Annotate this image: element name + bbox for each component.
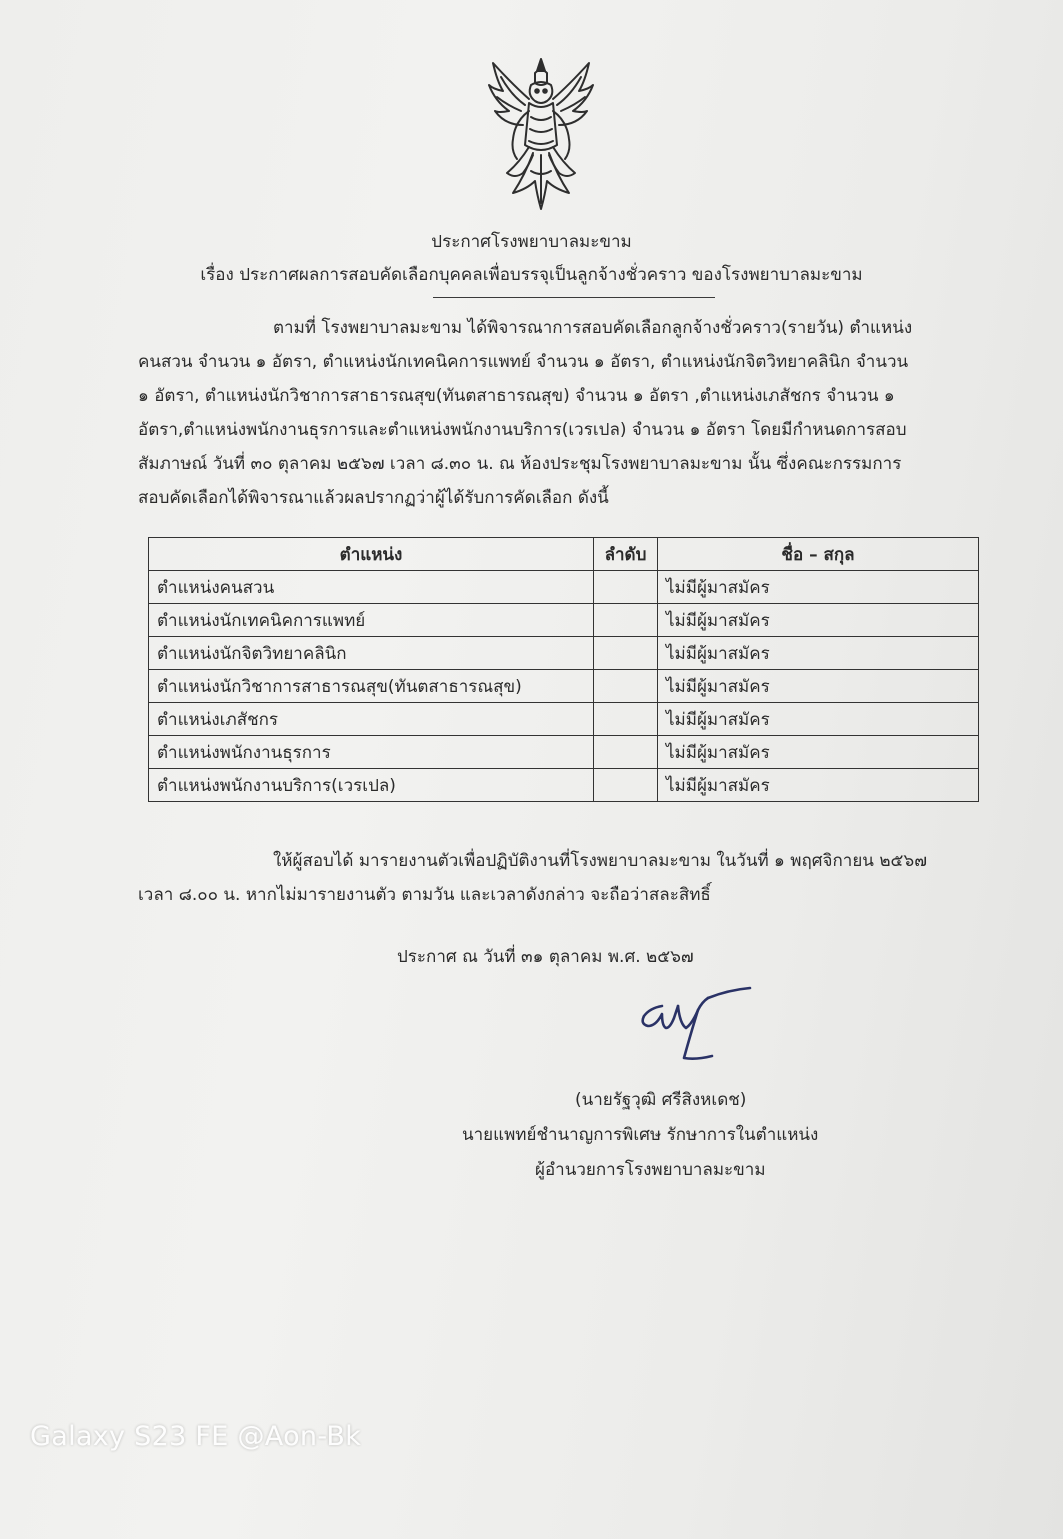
table-row <box>149 703 979 736</box>
header-position: ตำแหน่ง <box>149 538 594 571</box>
title-divider <box>433 297 715 298</box>
table-header-row <box>149 538 979 571</box>
header-name: ชื่อ – สกุล <box>658 538 979 571</box>
header-order: ลำดับ <box>594 538 658 571</box>
paragraph-line: ให้ผู้สอบได้ มารายงานตัวเพื่อปฏิบัติงานที่โรงพยาบาลมะขาม ในวันที่ ๑ พฤศจิกายน ๒๕๖๗ <box>273 851 927 871</box>
signer-name: (นายรัฐวุฒิ ศรีสิงหเดช) <box>575 1090 747 1110</box>
position-cell: ตำแหน่งนักวิชาการสาธารณสุข(ทันตสาธารณสุข) <box>149 670 594 703</box>
paragraph-line: คนสวน จำนวน ๑ อัตรา, ตำแหน่งนักเทคนิคการแพทย์ จำนวน ๑ อัตรา, ตำแหน่งนักจิตวิทยาคลินิก จำนวน <box>138 352 909 372</box>
name-cell: ไม่มีผู้มาสมัคร <box>658 736 979 769</box>
report-paragraph <box>138 844 984 912</box>
table-row <box>149 736 979 769</box>
order-cell <box>594 670 658 703</box>
position-cell: ตำแหน่งพนักงานธุรการ <box>149 736 594 769</box>
name-cell: ไม่มีผู้มาสมัคร <box>658 670 979 703</box>
signer-role: ผู้อำนวยการโรงพยาบาลมะขาม <box>535 1160 766 1180</box>
handwritten-signature <box>632 984 762 1066</box>
position-cell: ตำแหน่งนักจิตวิทยาคลินิก <box>149 637 594 670</box>
order-cell <box>594 703 658 736</box>
paragraph-line: ๑ อัตรา, ตำแหน่งนักวิชาการสาธารณสุข(ทันตสาธารณสุข) จำนวน ๑ อัตรา ,ตำแหน่งเภสัชกร จำนวน ๑ <box>138 386 895 406</box>
order-cell <box>594 571 658 604</box>
paragraph-line: เวลา ๘.๐๐ น. หากไม่มารายงานตัว ตามวัน และเวลาดังกล่าว จะถือว่าสละสิทธิ์ <box>138 885 711 905</box>
name-cell: ไม่มีผู้มาสมัคร <box>658 571 979 604</box>
order-cell <box>594 769 658 802</box>
position-cell: ตำแหน่งพนักงานบริการ(เวรเปล) <box>149 769 594 802</box>
table-row <box>149 571 979 604</box>
name-cell: ไม่มีผู้มาสมัคร <box>658 637 979 670</box>
table-row <box>149 604 979 637</box>
table-row <box>149 670 979 703</box>
paragraph-line: สัมภาษณ์ วันที่ ๓๐ ตุลาคม ๒๕๖๗ เวลา ๘.๓๐ น. ณ ห้องประชุมโรงพยาบาลมะขาม นั้น ซึ่งคณะกรรมการ <box>138 454 902 474</box>
order-cell <box>594 604 658 637</box>
order-cell <box>594 637 658 670</box>
intro-paragraph <box>138 311 984 515</box>
announce-date: ประกาศ ณ วันที่ ๓๑ ตุลาคม พ.ศ. ๒๕๖๗ <box>397 947 694 967</box>
order-cell <box>594 736 658 769</box>
position-cell: ตำแหน่งคนสวน <box>149 571 594 604</box>
name-cell: ไม่มีผู้มาสมัคร <box>658 769 979 802</box>
table-row <box>149 769 979 802</box>
garuda-emblem <box>485 55 597 213</box>
position-cell: ตำแหน่งนักเทคนิคการแพทย์ <box>149 604 594 637</box>
table-row <box>149 637 979 670</box>
paragraph-line: สอบคัดเลือกได้พิจารณาแล้วผลปรากฏว่าผู้ได้รับการคัดเลือก ดังนี้ <box>138 488 609 508</box>
paragraph-line: อัตรา,ตำแหน่งพนักงานธุรการและตำแหน่งพนักงานบริการ(เวรเปล) จำนวน ๑ อัตรา โดยมีกำหนดการสอบ <box>138 420 907 440</box>
document-subject: เรื่อง ประกาศผลการสอบคัดเลือกบุคคลเพื่อบรรจุเป็นลูกจ้างชั่วคราว ของโรงพยาบาลมะขาม <box>200 265 863 285</box>
name-cell: ไม่มีผู้มาสมัคร <box>658 703 979 736</box>
results-table <box>148 537 979 802</box>
document-title: ประกาศโรงพยาบาลมะขาม <box>431 232 632 252</box>
paragraph-line: ตามที่ โรงพยาบาลมะขาม ได้พิจารณาการสอบคัดเลือกลูกจ้างชั่วคราว(รายวัน) ตำแหน่ง <box>273 318 913 338</box>
signer-position: นายแพทย์ชำนาญการพิเศษ รักษาการในตำแหน่ง <box>462 1125 819 1145</box>
camera-watermark: Galaxy S23 FE @Aon-Bk <box>30 1421 362 1452</box>
position-cell: ตำแหน่งเภสัชกร <box>149 703 594 736</box>
name-cell: ไม่มีผู้มาสมัคร <box>658 604 979 637</box>
